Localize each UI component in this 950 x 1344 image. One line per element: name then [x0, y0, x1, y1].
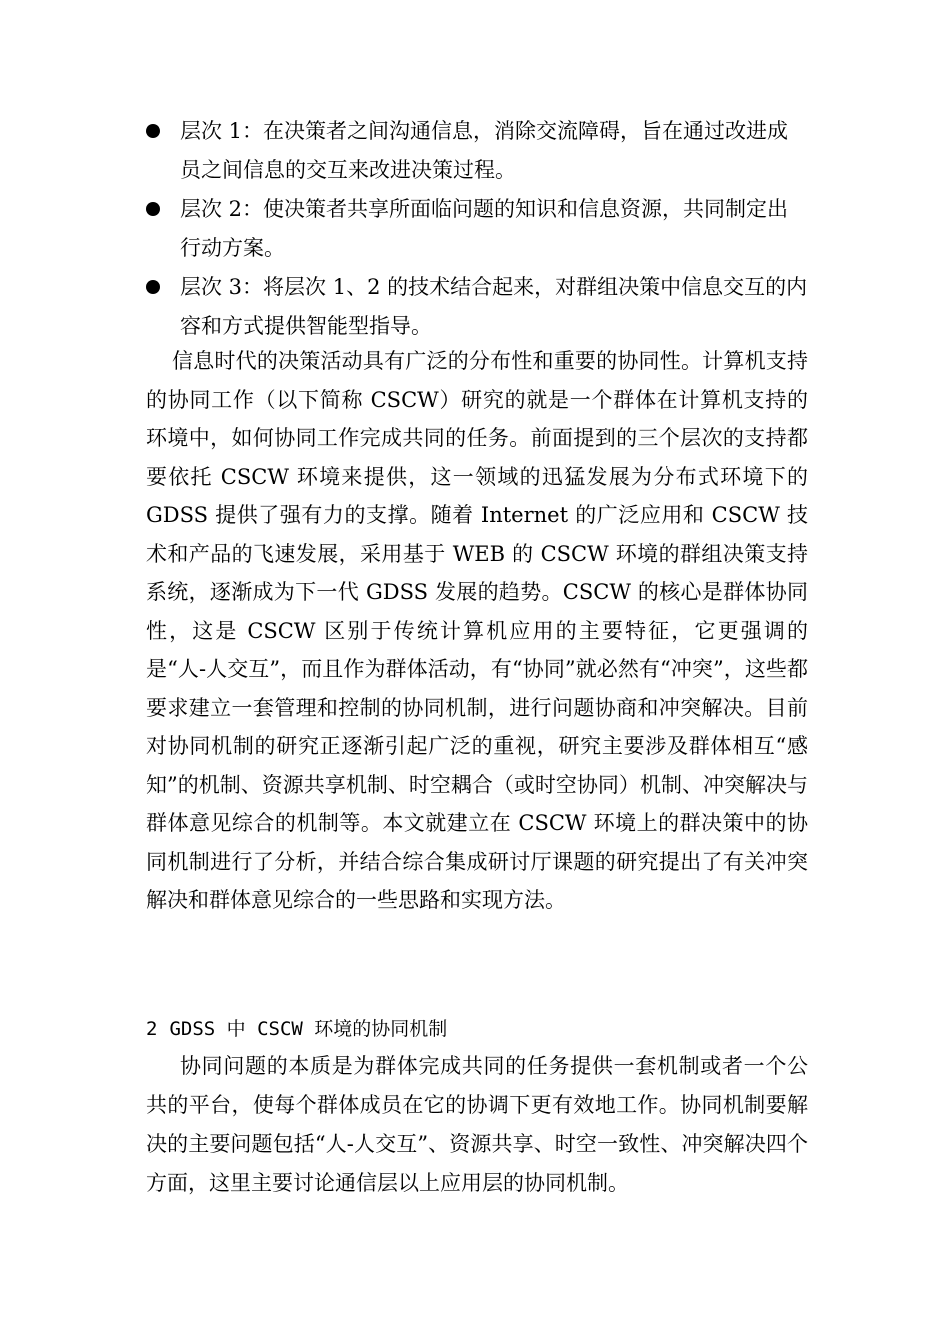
- bullet-item-level-3: [146, 268, 808, 346]
- body-paragraph-coordination: 协同问题的本质是为群体完成共同的任务提供一套机制或者一个公共的平台，使每个群体成员在它的协调下更有效地工作。协同机制要解决的主要问题包括“人-人交互”、资源共享、时空一致性、冲突解决四个方面，这里主要讨论通信层以上应用层的协同机制。: [146, 1054, 808, 1195]
- section-title: GDSS 中 CSCW 环境的协同机制: [169, 1018, 448, 1040]
- bullet-dot-icon: [146, 202, 160, 216]
- bullet-dot-icon: [146, 280, 160, 294]
- section-number: 2: [146, 1018, 158, 1040]
- bullet-item-level-1: [146, 112, 808, 190]
- body-paragraph-cscw: 信息时代的决策活动具有广泛的分布性和重要的协同性。计算机支持的协同工作（以下简称 CSCW）研究的就是一个群体在计算机支持的环境中，如何协同工作完成共同的任务。前面提到的三个层次的支持都要依托 CSCW 环境来提供，这一领域的迅猛发展为分布式环境下的 GDSS 提供了强有力的支撑。随着 Internet 的广泛应用和 CSCW 技术和产品的飞速发展，采用基于 WEB 的 CSCW 环境的群组决策支持系统，逐渐成为下一代 GDSS 发展的趋势。CSCW 的核心是群体协同性，这是 CSCW 区别于传统计算机应用的主要特征，它更强调的是“人-人交互”，而且作为群体活动，有“协同”就必然有“冲突”，这些都要求建立一套管理和控制的协同机制，进行问题协商和冲突解决。目前对协同机制的研究正逐渐引起广泛的重视，研究主要涉及群体相互“感知”的机制、资源共享机制、时空耦合（或时空协同）机制、冲突解决与群体意见综合的机制等。本文就建立在 CSCW 环境上的群决策中的协同机制进行了分析，并结合综合集成研讨厅课题的研究提出了有关冲突解决和群体意见综合的一些思路和实现方法。: [146, 349, 808, 912]
- bullet-text: 层次 1：在决策者之间沟通信息，消除交流障碍，旨在通过改进成员之间信息的交互来改进决策过程。: [180, 119, 789, 182]
- bullet-text: 层次 2：使决策者共享所面临问题的知识和信息资源，共同制定出行动方案。: [180, 197, 789, 260]
- bullet-item-level-2: [146, 190, 808, 268]
- bullet-dot-icon: [146, 124, 160, 138]
- bullet-text: 层次 3：将层次 1、2 的技术结合起来，对群组决策中信息交互的内容和方式提供智能型指导。: [180, 275, 808, 338]
- bullet-list: [146, 112, 808, 346]
- section-heading: [146, 1012, 808, 1046]
